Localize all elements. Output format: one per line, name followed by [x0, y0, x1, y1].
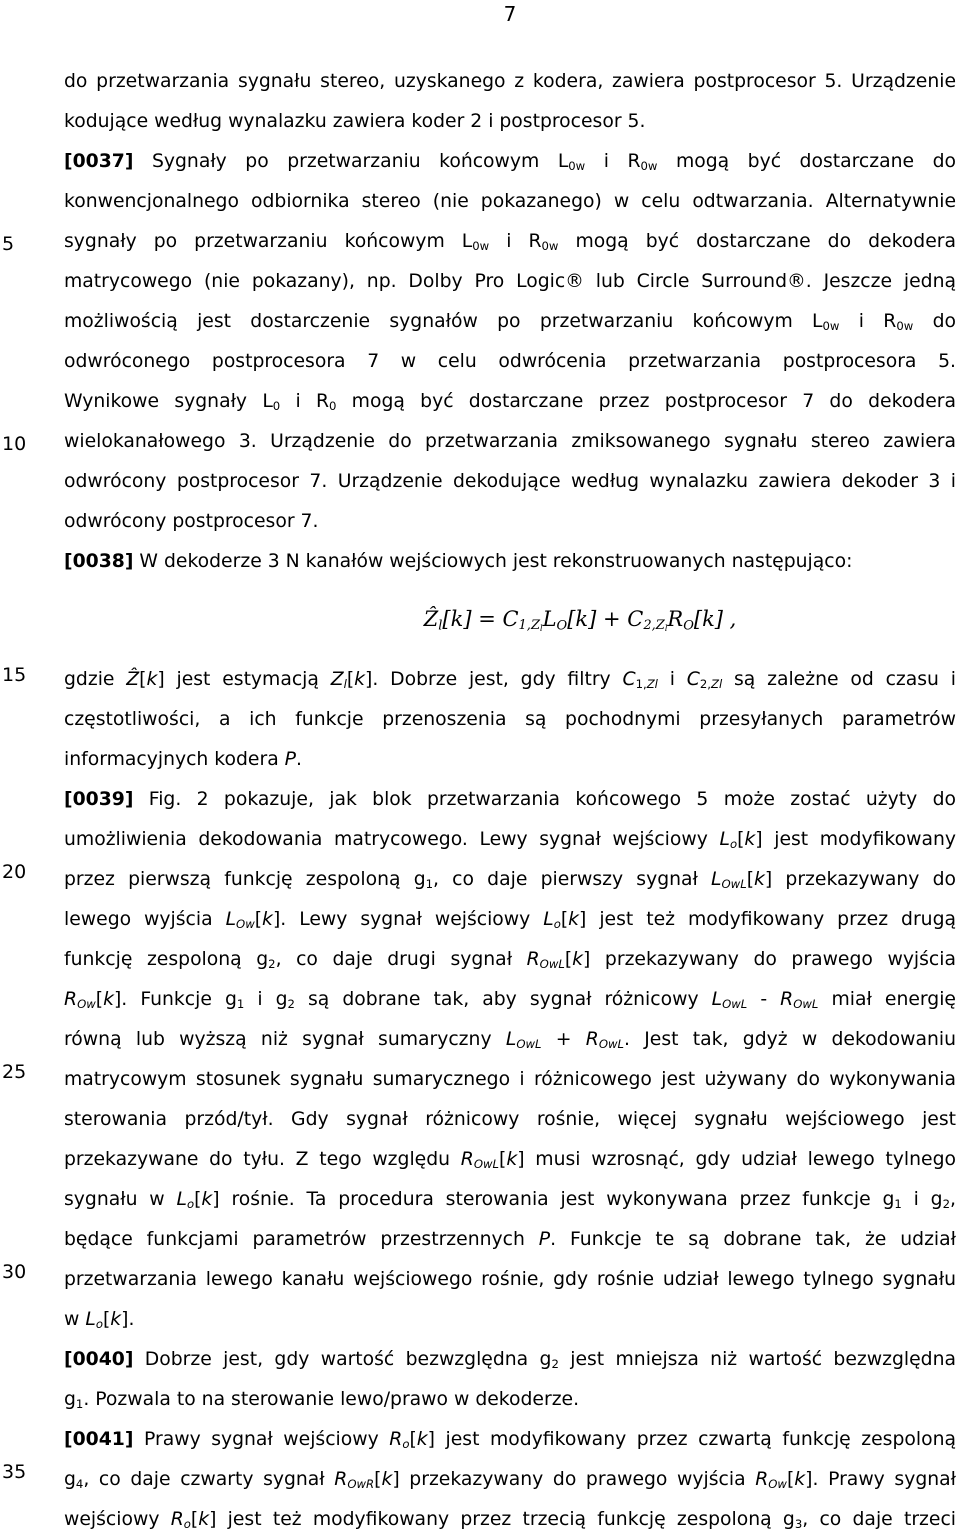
text-line: gdzie Ẑ[k] jest estymacją $Z_l[k]$. Dobrze jest, gdy filtry $C_{1,Zl}$ i $C_{2,Zl}$ są zależne od czasu i: [64, 669, 956, 691]
text-line: do przetwarzania sygnału stereo, uzyskanego z kodera, zawiera postprocesor 5. Urządzenie: [64, 71, 956, 92]
text-line: będące funkcjami parametrów przestrzennych P. Funkcje te są dobrane tak, że udział: [64, 1229, 956, 1250]
line-number: 30: [2, 1261, 27, 1283]
text-line: przekazywane do tyłu. Z tego względu $R_{OwL}[k]$ musi wzrosnąć, gdy udział lewego tylnego: [64, 1149, 956, 1171]
text-line: $g_4$, co daje czwarty sygnał $R_{OwR}[k]$ przekazywany do prawego wyjścia $R_{Ow}[k]$. Prawy sygnał: [64, 1469, 956, 1491]
text-line: [0037] Sygnały po przetwarzaniu końcowym $L_{0w}$ i $R_{0w}$ mogą być dostarczane do: [64, 151, 956, 173]
text-line: matrycowym stosunek sygnału sumarycznego i różnicowego jest używany do wykonywania: [64, 1069, 956, 1090]
line-number: 35: [2, 1461, 27, 1483]
line-number: 15: [2, 664, 27, 686]
text-line: kodujące według wynalazku zawiera koder 2 i postprocesor 5.: [64, 111, 646, 132]
text-line: sygnału w $L_o[k]$ rośnie. Ta procedura sterowania jest wykonywana przez funkcje $g_1$ i $g_2$,: [64, 1189, 956, 1211]
text-line: funkcję zespoloną $g_2$, co daje drugi sygnał $R_{OwL}[k]$ przekazywany do prawego wyjścia: [64, 949, 956, 971]
text-line: odwróconego postprocesora 7 w celu odwrócenia przetwarzania postprocesora 5.: [64, 351, 956, 372]
text-line: konwencjonalnego odbiornika stereo (nie pokazanego) w celu odtwarzania. Alternatywnie: [64, 191, 956, 212]
text-line: lewego wyjścia $L_{Ow}[k]$. Lewy sygnał wejściowy $L_o[k]$ jest też modyfikowany przez drugą: [64, 909, 956, 931]
text-line: [0038] W dekoderze 3 N kanałów wejściowych jest rekonstruowanych następująco:: [64, 551, 853, 572]
text-line: sygnały po przetwarzaniu końcowym $L_{0w}$ i $R_{0w}$ mogą być dostarczane do dekodera: [64, 231, 956, 253]
text-line: wielokanałowego 3. Urządzenie do przetwarzania zmiksowanego sygnału stereo zawiera: [64, 431, 956, 452]
text-line: częstotliwości, a ich funkcje przenoszenia są pochodnymi przesyłanych parametrów: [64, 709, 956, 730]
text-line: $g_1$. Pozwala to na sterowanie lewo/prawo w dekoderze.: [64, 1389, 580, 1411]
text-line: informacyjnych kodera P.: [64, 749, 302, 770]
formula-text: Ẑ$_l$[k] = $C_{1,Z_l}L_O[k] + C_{2,Z_l}R_O[k]$ ,: [423, 607, 737, 634]
text-line: równą lub wyższą niż sygnał sumaryczny $L_{OwL} + R_{OwL}$. Jest tak, gdyż w dekodowaniu: [64, 1029, 956, 1051]
text-line: przez pierwszą funkcję zespoloną $g_1$, co daje pierwszy sygnał $L_{OwL}[k]$ przekazywany do: [64, 869, 956, 891]
text-line: umożliwienia dekodowania matrycowego. Lewy sygnał wejściowy $L_o[k]$ jest modyfikowany: [64, 829, 956, 851]
line-number: 5: [2, 233, 15, 255]
text-line: $R_{Ow}[k]$. Funkcje $g_1$ i $g_2$ są dobrane tak, aby sygnał różnicowy $L_{OwL} - R_{OwL}$ miał energię: [64, 989, 956, 1011]
text-line: możliwością jest dostarczenie sygnałów po przetwarzaniu końcowym $L_{0w}$ i $R_{0w}$ do: [64, 311, 956, 333]
line-number: 25: [2, 1061, 27, 1083]
text-line: Wynikowe sygnały $L_0$ i $R_0$ mogą być dostarczane przez postprocesor 7 do dekodera: [64, 391, 956, 413]
page-number: 7: [503, 2, 517, 26]
text-line: sterowania przód/tył. Gdy sygnał różnicowy rośnie, więcej sygnału wejściowego jest: [64, 1109, 956, 1130]
line-number: 10: [2, 433, 27, 455]
text-line: odwrócony postprocesor 7.: [64, 511, 319, 532]
text-line: [0041] Prawy sygnał wejściowy $R_o[k]$ jest modyfikowany przez czwartą funkcję zespoloną: [64, 1429, 956, 1451]
line-number: 20: [2, 861, 27, 883]
text-line: [0040] Dobrze jest, gdy wartość bezwzględna $g_2$ jest mniejsza niż wartość bezwzględna: [64, 1349, 956, 1371]
text-line: w $L_o[k]$.: [64, 1309, 135, 1331]
text-line: matrycowego (nie pokazany), np. Dolby Pro Logic® lub Circle Surround®. Jeszcze jedną: [64, 271, 956, 292]
text-line: przetwarzania lewego kanału wejściowego rośnie, gdy rośnie udział lewego tylnego sygnału: [64, 1269, 956, 1290]
text-line: [0039] Fig. 2 pokazuje, jak blok przetwarzania końcowego 5 może zostać użyty do: [64, 789, 956, 810]
text-line: wejściowy $R_o[k]$ jest też modyfikowany przez trzecią funkcję zespoloną $g_3$, co daje trzeci: [64, 1509, 956, 1531]
document-body: [64, 62, 956, 1540]
text-line: odwrócony postprocesor 7. Urządzenie dekodujące według wynalazku zawiera dekoder 3 i: [64, 471, 956, 492]
formula: [64, 582, 956, 660]
